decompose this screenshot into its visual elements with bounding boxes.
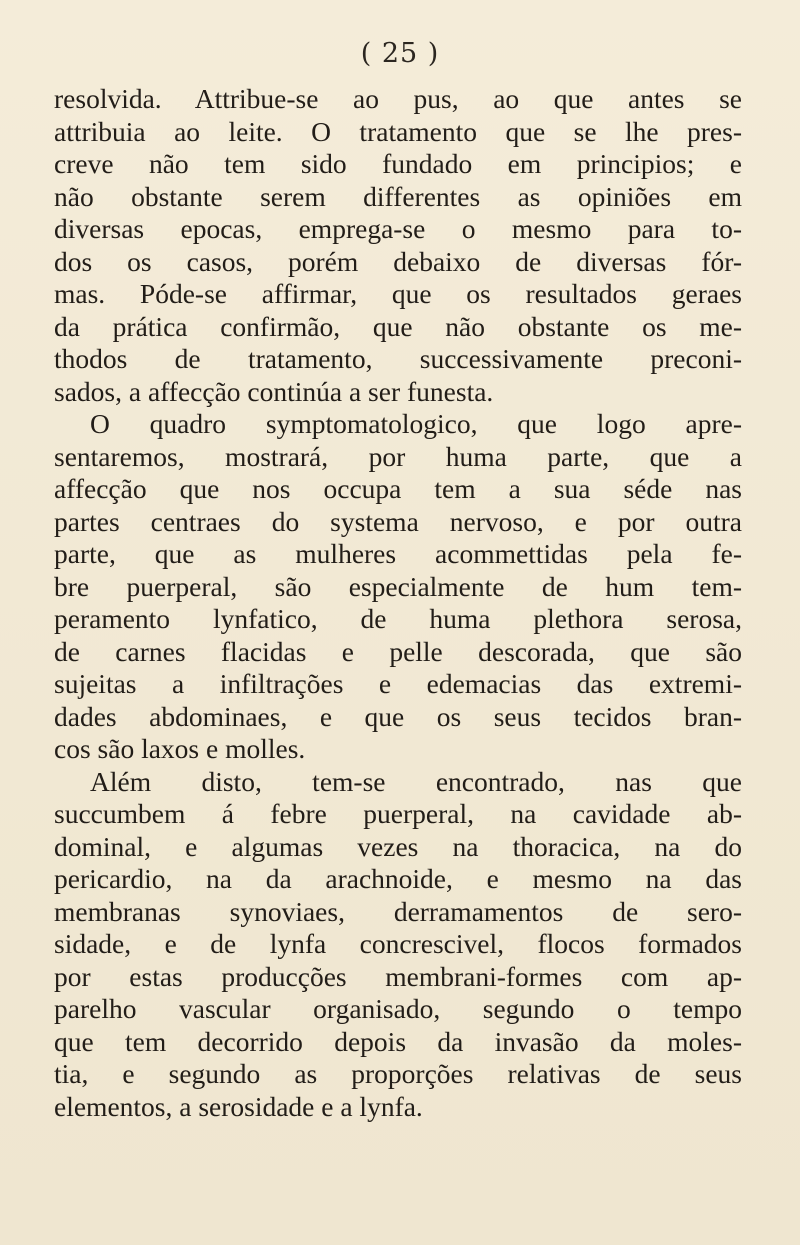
body-text [54, 83, 742, 1123]
text-line: sidade, e de lynfa concrescivel, flocos formados [54, 928, 742, 959]
text-line: peramento lynfatico, de huma plethora serosa, [54, 603, 742, 634]
text-line: Além disto, tem-se encontrado, nas que [90, 765, 742, 797]
paragraph-2 [54, 408, 742, 766]
text-line: membranas synoviaes, derramamentos de sero- [54, 895, 742, 927]
text-line: cos são laxos e molles. [54, 733, 306, 764]
text-line: elementos, a serosidade e a lynfa. [54, 1090, 423, 1122]
text-line: thodos de tratamento, successivamente preconi- [54, 343, 742, 374]
text-line: O quadro symptomatologico, que logo apre- [90, 408, 742, 439]
text-line: parelho vascular organisado, segundo o tempo [54, 993, 742, 1024]
text-line: por estas producções membrani-formes com ap- [54, 960, 742, 992]
text-line: partes centraes do systema nervoso, e por outra [54, 505, 742, 537]
paragraph-1 [54, 83, 742, 408]
text-line: de carnes flacidas e pelle descorada, que são [54, 635, 742, 667]
text-line: que tem decorrido depois da invasão da moles- [54, 1025, 742, 1057]
text-line: dominal, e algumas vezes na thoracica, na do [54, 830, 742, 862]
text-line: da prática confirmão, que não obstante os me- [54, 310, 742, 342]
text-line: diversas epocas, emprega-se o mesmo para to- [54, 213, 742, 244]
text-line: sujeitas a infiltrações e edemacias das extremi- [54, 668, 742, 699]
text-line: não obstante serem differentes as opiniões em [54, 180, 742, 212]
text-line: attribuia ao leite. O tratamento que se lhe pres- [54, 115, 742, 147]
text-line: mas. Póde-se affirmar, que os resultados geraes [54, 278, 742, 309]
text-line: sados, a affecção continúa a ser funesta. [54, 375, 494, 407]
text-line: dades abdominaes, e que os seus tecidos bran- [54, 700, 742, 732]
text-line: pericardio, na da arachnoide, e mesmo na das [54, 863, 742, 894]
text-line: bre puerperal, são especialmente de hum tem- [54, 570, 742, 602]
text-line: sentaremos, mostrará, por huma parte, que a [54, 440, 742, 472]
text-line: resolvida. Attribue-se ao pus, ao que antes se [54, 83, 742, 114]
text-line: affecção que nos occupa tem a sua séde nas [54, 473, 742, 504]
text-line: creve não tem sido fundado em principios; e [54, 148, 742, 179]
paragraph-3 [54, 766, 742, 1124]
text-line: tia, e segundo as proporções relativas de seus [54, 1058, 742, 1089]
text-line: succumbem á febre puerperal, na cavidade ab- [54, 798, 742, 829]
text-line: parte, que as mulheres acommettidas pela fe- [54, 538, 742, 569]
text-line: dos os casos, porém debaixo de diversas fór- [54, 245, 742, 277]
page-number: ( 25 ) [360, 38, 440, 69]
